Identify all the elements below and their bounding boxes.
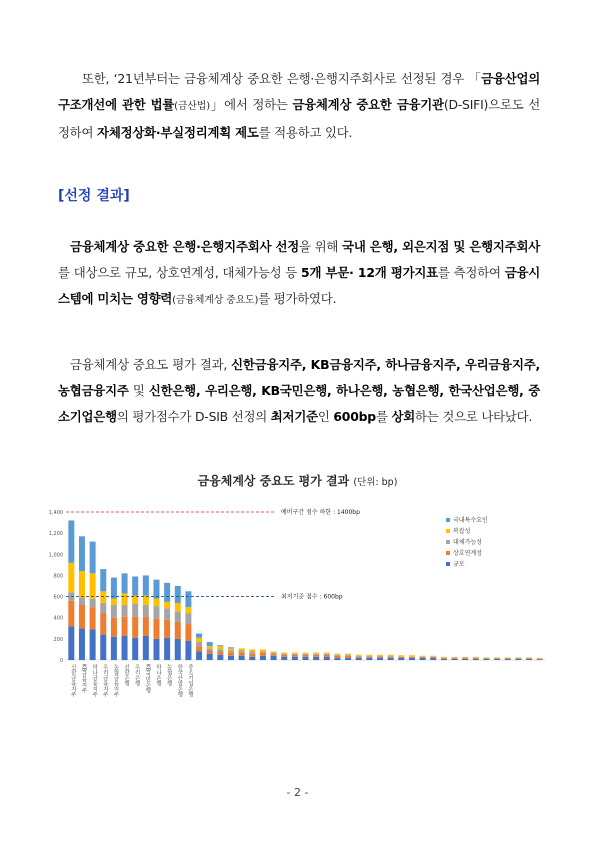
bar-segment-substitutability	[164, 608, 170, 620]
bar-segment-complexity	[388, 655, 394, 656]
bar-segment-scale	[473, 659, 479, 660]
bar-segment-scale	[292, 657, 298, 660]
bar-segment-interconnectedness	[441, 658, 447, 659]
bar-segment-interconnectedness	[473, 658, 479, 659]
legend-label: 대체가능성	[453, 539, 482, 546]
bar-segment-complexity	[100, 591, 106, 603]
bar-segment-substitutability	[334, 655, 340, 656]
bar-segment-interconnectedness	[356, 657, 362, 658]
bar-segment-substitutability	[249, 652, 255, 654]
bar-segment-complexity	[79, 571, 85, 597]
x-tick-label: 하나은행	[154, 664, 161, 686]
bar-segment-interconnectedness	[452, 658, 458, 659]
bar-segment-interconnectedness	[537, 659, 543, 660]
bar-segment-substitutability	[228, 650, 234, 652]
bar-segment-substitutability	[345, 655, 351, 656]
bar-segment-scale	[356, 658, 362, 660]
bar-segment-complexity	[239, 648, 245, 650]
legend-swatch	[446, 562, 450, 566]
y-tick-label: 600	[53, 594, 63, 601]
bar-segment-substitutability	[303, 654, 309, 655]
bar-segment-interconnectedness	[334, 656, 340, 658]
bar-segment-scale	[515, 659, 521, 660]
bar-segment-interconnectedness	[196, 646, 202, 651]
y-tick-label: 200	[53, 636, 63, 643]
bar-segment-complexity	[366, 655, 372, 656]
bar-segment-complexity	[292, 653, 298, 654]
bold-text: 신한은행, 우리은행, KB국민은행, 하나은행, 농협은행, 한국산업은행, 중소기업은행	[58, 383, 540, 424]
bar-segment-substitutability	[430, 656, 436, 657]
bar-segment-substitutability	[175, 611, 181, 622]
small-text: (금산법)	[174, 101, 210, 112]
bar-segment-scale	[100, 635, 106, 660]
bar-segment-interconnectedness	[398, 657, 404, 658]
bar-segment-interconnectedness	[217, 652, 223, 655]
bar-segment-interconnectedness	[153, 619, 159, 639]
x-tick-label: 농협금융지주	[112, 664, 119, 697]
bar-segment-scale	[143, 636, 149, 660]
bar-segment-domestic	[79, 536, 85, 571]
paragraph-text: 인	[317, 409, 334, 424]
bar-segment-domestic	[185, 591, 191, 607]
bar-segment-complexity	[452, 657, 458, 658]
bar-segment-interconnectedness	[505, 658, 511, 659]
bar-segment-domestic	[122, 573, 128, 593]
x-tick-label: 농협은행	[165, 664, 172, 686]
bar-segment-complexity	[420, 656, 426, 657]
bar-segment-interconnectedness	[100, 613, 106, 634]
bar-segment-scale	[175, 639, 181, 660]
bar-segment-scale	[366, 658, 372, 660]
bar-segment-complexity	[483, 657, 489, 658]
legend-swatch	[446, 540, 450, 544]
page-number: - 2 -	[286, 786, 309, 799]
bold-text: 600bp	[333, 409, 376, 424]
bar-segment-scale	[537, 659, 543, 660]
bar-segment-interconnectedness	[409, 657, 415, 658]
bar-segment-interconnectedness	[164, 620, 170, 638]
bar-segment-substitutability	[377, 656, 383, 657]
section-title: [선정 결과]	[58, 188, 130, 204]
x-tick-label: 우리금융지주	[101, 664, 108, 697]
paragraph-dsifi	[58, 66, 540, 146]
bar-segment-scale	[249, 657, 255, 660]
bar-segment-complexity	[122, 593, 128, 605]
y-tick-label: 1,200	[48, 531, 63, 538]
bar-segment-scale	[79, 628, 85, 660]
bar-segment-interconnectedness	[292, 655, 298, 657]
x-tick-label: 신한금융지주	[69, 664, 76, 697]
bar-segment-scale	[90, 629, 96, 660]
bar-segment-complexity	[228, 648, 234, 650]
bar-segment-interconnectedness	[175, 622, 181, 639]
paragraph-text: 를	[375, 409, 392, 424]
x-tick-label: 우리은행	[133, 664, 140, 686]
bar-segment-complexity	[153, 599, 159, 606]
reference-line-label: 예비구간 점수 하한 : 1400bp	[281, 509, 360, 516]
bar-segment-scale	[228, 656, 234, 660]
bar-segment-scale	[132, 638, 138, 660]
bar-segment-substitutability	[132, 604, 138, 617]
bar-segment-substitutability	[79, 598, 85, 605]
bar-segment-complexity	[526, 657, 532, 658]
bar-segment-complexity	[377, 655, 383, 656]
bar-segment-substitutability	[143, 605, 149, 617]
bar-segment-scale	[483, 659, 489, 660]
bar-segment-substitutability	[420, 656, 426, 657]
bar-segment-complexity	[164, 602, 170, 608]
paragraph-text: 」에서 정하는	[209, 97, 293, 112]
x-tick-label: 한국산업은행	[176, 664, 183, 697]
y-tick-label: 800	[53, 573, 63, 580]
bar-segment-domestic	[68, 520, 74, 562]
bar-segment-interconnectedness	[345, 656, 351, 658]
bar-segment-substitutability	[196, 642, 202, 646]
bar-segment-substitutability	[366, 656, 372, 657]
bar-segment-complexity	[249, 649, 255, 651]
paragraph-results	[58, 352, 540, 430]
bar-segment-scale	[271, 656, 277, 660]
bar-segment-interconnectedness	[303, 655, 309, 657]
bar-segment-substitutability	[537, 658, 543, 659]
bold-text: 5개 부문· 12개 평가지표	[301, 265, 438, 280]
bar-segment-complexity	[494, 657, 500, 658]
bar-segment-complexity	[334, 654, 340, 655]
bar-segment-complexity	[398, 655, 404, 656]
bar-segment-substitutability	[260, 652, 266, 653]
bar-segment-interconnectedness	[483, 658, 489, 659]
bar-segment-interconnectedness	[228, 653, 234, 656]
bar-segment-complexity	[217, 646, 223, 649]
bar-segment-substitutability	[111, 605, 117, 618]
paragraph-text: 하는 것으로 나타났다.	[415, 409, 533, 424]
bar-segment-complexity	[111, 599, 117, 605]
bar-segment-interconnectedness	[260, 653, 266, 656]
bar-segment-substitutability	[153, 606, 159, 619]
chart-title-text: 금융체계상 중요도 평가 결과	[197, 474, 350, 488]
bar-segment-substitutability	[388, 656, 394, 657]
bar-segment-scale	[122, 636, 128, 660]
bar-segment-interconnectedness	[185, 624, 191, 641]
bar-segment-scale	[462, 659, 468, 660]
bar-segment-scale	[505, 659, 511, 660]
bar-segment-complexity	[409, 655, 415, 656]
bar-segment-interconnectedness	[366, 657, 372, 658]
legend-swatch	[446, 518, 450, 522]
bold-text: 금융산업의 구조개선에 관한 법률	[58, 71, 540, 112]
bar-segment-interconnectedness	[494, 658, 500, 659]
bar-segment-interconnectedness	[313, 655, 319, 657]
bar-segment-interconnectedness	[79, 605, 85, 628]
bar-segment-interconnectedness	[281, 655, 287, 657]
chart-title	[0, 472, 595, 489]
bar-segment-complexity	[430, 656, 436, 657]
bar-segment-scale	[303, 657, 309, 660]
bar-segment-interconnectedness	[462, 658, 468, 659]
paragraph-text: 를 대상으로 규모, 상호연계성, 대체가능성 등	[58, 265, 302, 280]
importance-chart	[40, 500, 560, 740]
bar-segment-scale	[217, 655, 223, 660]
bar-segment-substitutability	[483, 658, 489, 659]
bar-segment-scale	[164, 638, 170, 660]
bar-segment-substitutability	[494, 658, 500, 659]
bold-text: 신한금융지주, KB금융지주, 하나금융지주, 우리금융지주, 농협금융지주	[58, 357, 540, 398]
bar-segment-domestic	[153, 580, 159, 599]
paragraph-text: 및	[128, 383, 149, 398]
bar-segment-scale	[324, 657, 330, 660]
bar-segment-complexity	[473, 657, 479, 658]
bar-segment-scale	[68, 626, 74, 660]
bar-segment-scale	[441, 659, 447, 660]
bar-segment-domestic	[228, 647, 234, 648]
legend-label: 복잡성	[453, 528, 471, 535]
paragraph-text: 또한, ‘21년부터는 금융체계상 중요한 은행·은행지주회사로 선정된 경우 「	[82, 71, 482, 86]
bar-segment-complexity	[207, 646, 213, 648]
bar-segment-domestic	[196, 634, 202, 638]
reference-line-label: 최저기준 점수 : 600bp	[281, 593, 343, 601]
bar-segment-substitutability	[324, 654, 330, 655]
bar-segment-substitutability	[122, 605, 128, 617]
bold-text: 금융체계상 중요한 금융기관	[292, 97, 444, 112]
legend-swatch	[446, 551, 450, 555]
x-tick-label: 하나금융지주	[91, 664, 98, 697]
x-tick-label: KB국민은행	[144, 664, 151, 694]
y-tick-label: 1,000	[48, 552, 63, 559]
bar-segment-interconnectedness	[132, 617, 138, 638]
bar-segment-scale	[207, 654, 213, 660]
bar-segment-interconnectedness	[122, 617, 128, 636]
bar-segment-scale	[313, 657, 319, 660]
bar-segment-complexity	[271, 652, 277, 653]
bold-text: 국내 은행, 외은지점 및 은행지주회사	[342, 239, 540, 254]
bar-segment-complexity	[90, 573, 96, 598]
bar-segment-complexity	[303, 653, 309, 654]
paragraph-text: 를 측정하여	[437, 265, 505, 280]
bar-segment-substitutability	[441, 657, 447, 658]
bar-segment-interconnectedness	[249, 654, 255, 657]
bar-segment-interconnectedness	[143, 617, 149, 636]
bar-segment-complexity	[260, 649, 266, 651]
paragraph-text: (D-SIFI)으로도 선정하여	[58, 97, 540, 140]
bar-segment-complexity	[68, 563, 74, 593]
bar-segment-complexity	[185, 607, 191, 613]
y-tick-label: 400	[53, 615, 63, 622]
bar-segment-scale	[196, 652, 202, 660]
bar-segment-scale	[420, 658, 426, 660]
bold-text: 최저기준	[270, 409, 318, 424]
bar-segment-complexity	[175, 603, 181, 611]
bold-text: 금융체계상 중요한 은행·은행지주회사 선정	[70, 239, 300, 254]
bar-segment-domestic	[207, 642, 213, 646]
legend-label: 상호연계성	[453, 550, 482, 557]
bar-segment-substitutability	[185, 613, 191, 624]
bar-segment-scale	[111, 637, 117, 660]
bar-segment-domestic	[111, 578, 117, 599]
bar-segment-substitutability	[90, 599, 96, 607]
bar-segment-scale	[260, 656, 266, 660]
bar-segment-substitutability	[239, 650, 245, 652]
y-tick-label: 1,400	[48, 510, 63, 516]
bar-segment-interconnectedness	[377, 657, 383, 658]
bar-segment-scale	[452, 659, 458, 660]
legend-label: 규모	[453, 561, 465, 568]
bar-segment-complexity	[313, 653, 319, 654]
bar-segment-substitutability	[473, 657, 479, 658]
paragraph-selection-method	[58, 234, 540, 314]
bar-segment-interconnectedness	[111, 618, 117, 637]
legend-swatch	[446, 529, 450, 533]
x-tick-label: KB금융지주	[80, 664, 87, 694]
bar-segment-scale	[185, 641, 191, 660]
x-tick-label: 중소기업은행	[186, 664, 193, 697]
bar-segment-complexity	[345, 654, 351, 655]
bar-segment-interconnectedness	[90, 607, 96, 629]
paragraph-text: 의 평가점수가 D-SIB 선정의	[116, 409, 271, 424]
bar-segment-substitutability	[505, 658, 511, 659]
bar-segment-scale	[409, 658, 415, 660]
bar-segment-domestic	[164, 583, 170, 602]
bar-segment-substitutability	[313, 654, 319, 655]
bar-segment-complexity	[537, 658, 543, 659]
bold-text: 금융시스템에 미치는 영향력	[58, 265, 540, 306]
bar-segment-scale	[334, 658, 340, 660]
bar-segment-complexity	[515, 657, 521, 658]
bar-segment-domestic	[217, 645, 223, 646]
bar-segment-scale	[239, 656, 245, 660]
bar-segment-substitutability	[356, 656, 362, 657]
bar-segment-scale	[494, 659, 500, 660]
chart-unit: (단위: bp)	[353, 477, 398, 488]
bar-segment-scale	[388, 658, 394, 660]
bar-segment-interconnectedness	[271, 654, 277, 656]
bar-segment-complexity	[196, 638, 202, 642]
x-tick-label: 신한은행	[123, 664, 130, 686]
bar-segment-scale	[430, 658, 436, 660]
bar-segment-interconnectedness	[430, 657, 436, 658]
bar-segment-complexity	[281, 653, 287, 654]
bar-segment-complexity	[356, 655, 362, 656]
paragraph-text: 를 적용하고 있다.	[258, 125, 353, 140]
bar-segment-scale	[281, 657, 287, 660]
paragraph-text: 를 평가하였다.	[258, 291, 337, 306]
bar-segment-domestic	[175, 586, 181, 603]
bar-segment-domestic	[100, 569, 106, 591]
bar-segment-scale	[377, 658, 383, 660]
bar-segment-substitutability	[526, 658, 532, 659]
bar-segment-substitutability	[281, 654, 287, 655]
bar-segment-interconnectedness	[388, 657, 394, 658]
bar-segment-scale	[526, 659, 532, 660]
bar-segment-substitutability	[462, 657, 468, 658]
bar-segment-substitutability	[292, 654, 298, 655]
bar-segment-complexity	[324, 653, 330, 654]
paragraph-text: 금융체계상 중요도 평가 결과,	[70, 357, 232, 372]
legend-label: 국내특수요인	[453, 517, 488, 524]
bold-text: 자체정상화·부실정리계획 제도	[97, 125, 259, 140]
bar-segment-substitutability	[271, 653, 277, 654]
bar-segment-domestic	[90, 542, 96, 574]
bar-segment-domestic	[132, 576, 138, 595]
bold-text: 상회	[391, 409, 416, 424]
bar-segment-complexity	[505, 657, 511, 658]
bar-segment-scale	[153, 639, 159, 660]
bar-segment-substitutability	[207, 648, 213, 650]
bar-segment-scale	[345, 658, 351, 660]
bar-segment-complexity	[462, 657, 468, 658]
bar-segment-interconnectedness	[68, 601, 74, 626]
y-tick-label: 0	[59, 658, 63, 664]
bar-segment-substitutability	[217, 649, 223, 651]
bar-segment-substitutability	[100, 603, 106, 614]
bar-segment-interconnectedness	[239, 653, 245, 656]
paragraph-text: 을 위해	[299, 239, 343, 254]
bar-segment-substitutability	[398, 656, 404, 657]
bar-segment-substitutability	[452, 657, 458, 658]
bar-segment-interconnectedness	[526, 658, 532, 659]
bar-segment-interconnectedness	[324, 655, 330, 657]
bar-segment-interconnectedness	[420, 657, 426, 658]
bar-segment-interconnectedness	[515, 658, 521, 659]
bar-segment-complexity	[441, 657, 447, 658]
bar-segment-substitutability	[409, 656, 415, 657]
bar-segment-substitutability	[515, 658, 521, 659]
bar-segment-domestic	[143, 575, 149, 595]
small-text: (금융체계상 중요도)	[172, 295, 259, 306]
bar-segment-scale	[398, 658, 404, 660]
bar-segment-interconnectedness	[207, 650, 213, 653]
